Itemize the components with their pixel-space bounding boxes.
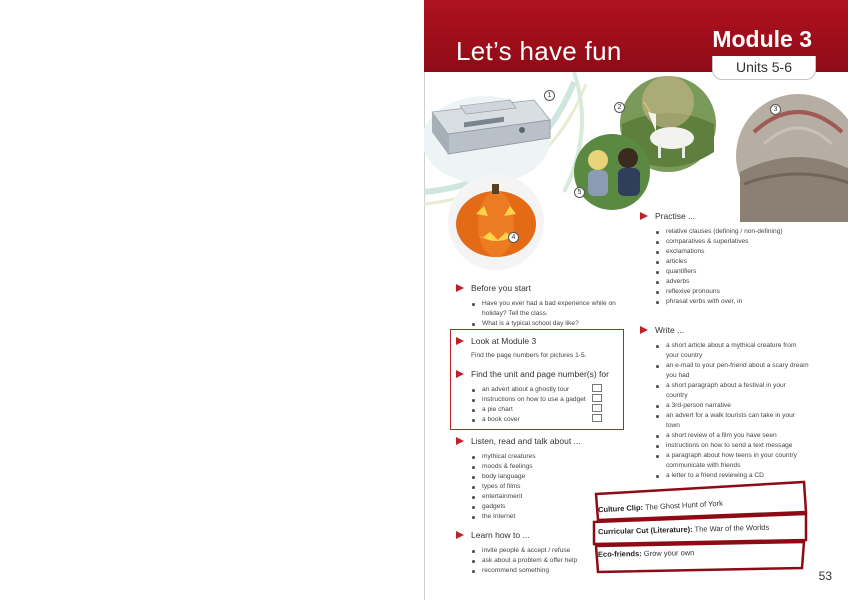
list-item: the Internet — [470, 512, 627, 522]
textbook-page — [424, 0, 848, 600]
page-number: 53 — [818, 569, 832, 583]
list-item: instructions on how to use a gadget — [470, 395, 623, 405]
list-item: a paragraph about how teens in your country communicate with friends — [654, 451, 809, 471]
list-item: mythical creatures — [470, 452, 627, 462]
page-title: Let’s have fun — [456, 36, 622, 66]
list-item: reflexive pronouns — [654, 287, 807, 297]
list-item: a short article about a mythical creature from your country — [654, 341, 809, 361]
write-section — [639, 324, 809, 481]
list-item: moods & feelings — [470, 462, 627, 472]
feature-label: Eco-friends: — [597, 549, 642, 559]
pumpkin-image — [448, 174, 544, 270]
module-title: Module 3 — [712, 26, 812, 52]
feature-label: Culture Clip: — [597, 502, 644, 515]
look-at-module-section — [455, 335, 623, 361]
dvd-player-image — [424, 96, 550, 184]
feature-cards — [592, 480, 808, 574]
list-item: What is a typical school day like? — [470, 319, 627, 329]
list-item: articles — [654, 257, 807, 267]
find-unit-heading: Find the unit and page number(s) for — [455, 368, 623, 380]
answer-checkbox[interactable] — [592, 404, 602, 412]
list-item: an e-mail to your pen-friend about a scary dream you had — [654, 361, 809, 381]
answer-checkbox[interactable] — [592, 394, 602, 402]
list-item: gadgets — [470, 502, 627, 512]
picture-number-3: 3 — [770, 104, 781, 115]
feature-value: Grow your own — [643, 548, 695, 559]
haunted-house-image — [736, 94, 848, 222]
list-item: invite people & accept / refuse — [470, 546, 627, 556]
learn-how-heading: Learn how to ... — [455, 529, 627, 541]
feature-value: The Ghost Hunt of York — [644, 498, 724, 512]
listen-read-heading: Listen, read and talk about ... — [455, 435, 627, 447]
write-list — [639, 341, 809, 481]
girls-talking-image — [574, 134, 650, 210]
practise-list — [639, 227, 807, 307]
list-item: a letter to a friend reviewing a CD — [654, 471, 809, 481]
list-item: a pie chart — [470, 405, 623, 415]
practise-section — [639, 210, 807, 307]
list-item: comparatives & superlatives — [654, 237, 807, 247]
picture-number-4: 4 — [508, 232, 519, 243]
before-you-start-section — [455, 282, 627, 329]
picture-number-5: 5 — [574, 187, 585, 198]
list-item: entertainment — [470, 492, 627, 502]
write-heading: Write ... — [639, 324, 809, 336]
list-item: Have you ever had a bad experience while on holiday? Tell the class. — [470, 299, 627, 319]
picture-number-1: 1 — [544, 90, 555, 101]
list-item: a 3rd-person narrative — [654, 401, 809, 411]
list-item: a short review of a film you have seen — [654, 431, 809, 441]
units-tab: Units 5-6 — [712, 56, 816, 80]
list-item: a short paragraph about a festival in your country — [654, 381, 809, 401]
list-item: adverbs — [654, 277, 807, 287]
list-item: phrasal verbs with over, in — [654, 297, 807, 307]
list-item: types of films — [470, 482, 627, 492]
feature-value: The War of the Worlds — [694, 522, 770, 534]
list-item: quantifiers — [654, 267, 807, 277]
list-item: an advert about a ghostly tour — [470, 385, 623, 395]
look-at-module-heading: Look at Module 3 — [455, 335, 623, 347]
list-item: relative clauses (defining / non-defining) — [654, 227, 807, 237]
before-you-start-heading: Before you start — [455, 282, 627, 294]
answer-checkbox[interactable] — [592, 414, 602, 422]
list-item: instructions on how to send a text message — [654, 441, 809, 451]
list-item: an advert for a walk tourists can take in your town — [654, 411, 809, 431]
feature-eco-friends — [598, 548, 694, 559]
practise-heading: Practise ... — [639, 210, 807, 222]
feature-label: Curricular Cut (Literature): — [597, 524, 693, 537]
list-item: ask about a problem & offer help — [470, 556, 627, 566]
list-item: a book cover — [470, 415, 623, 425]
look-at-module-text: Find the page numbers for pictures 1-5. — [471, 352, 587, 359]
list-item: recommend something — [470, 566, 627, 576]
before-you-start-list — [455, 299, 627, 329]
picture-number-2: 2 — [614, 102, 625, 113]
list-item: body language — [470, 472, 627, 482]
list-item: exclamations — [654, 247, 807, 257]
answer-checkbox[interactable] — [592, 384, 602, 392]
